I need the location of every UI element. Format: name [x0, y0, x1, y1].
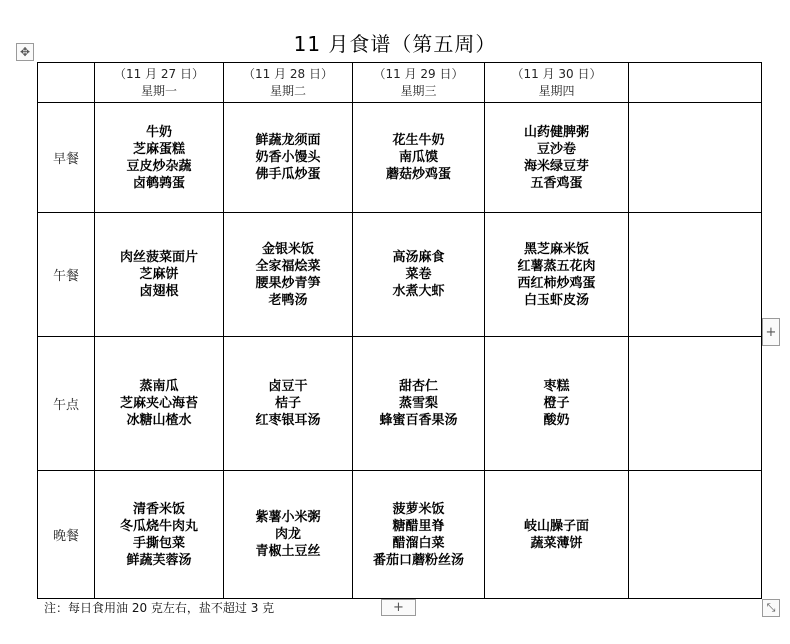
dish-item: 黑芝麻米饭 [523, 241, 589, 257]
add-column-button[interactable] [762, 318, 780, 346]
day-weekday: 星期二 [269, 83, 306, 98]
day-header-thursday [485, 63, 629, 103]
dish-item: 鲜蔬龙须面 [255, 133, 321, 148]
day-weekday: 星期三 [400, 83, 437, 98]
dish-item: 芝麻蛋糕 [132, 141, 185, 157]
dish-item: 红枣银耳汤 [255, 413, 321, 428]
menu-cell[interactable] [629, 471, 762, 599]
dish-item: 蜂蜜百香果汤 [379, 413, 458, 428]
menu-cell[interactable] [95, 337, 224, 471]
dish-item: 牛奶 [145, 124, 172, 140]
dish-item: 糖醋里脊 [392, 518, 445, 534]
meal-label: 午餐 [38, 213, 95, 337]
menu-cell[interactable] [353, 337, 485, 471]
dish-item: 番茄口蘑粉丝汤 [372, 552, 464, 568]
menu-cell[interactable] [95, 471, 224, 599]
dish-item: 桔子 [274, 396, 301, 411]
plus-icon: + [393, 600, 404, 615]
dish-item: 酸奶 [543, 413, 570, 428]
dish-item: 卤翅根 [139, 284, 179, 299]
day-header-empty [629, 63, 762, 103]
dish-item: 水煮大虾 [392, 284, 445, 299]
day-header-tuesday [224, 63, 353, 103]
dish-item: 菠萝米饭 [392, 501, 445, 517]
day-header-wednesday [353, 63, 485, 103]
day-weekday: 星期一 [140, 83, 177, 98]
dish-item: 全家福烩菜 [255, 258, 321, 274]
footnote: 注：每日食用油 20 克左右，盐不超过 3 克 [44, 601, 275, 615]
resize-icon: ⤡ [766, 601, 776, 614]
dish-item: 芝麻饼 [139, 267, 179, 282]
day-weekday: 星期四 [538, 83, 575, 98]
dish-item: 肉丝菠菜面片 [119, 250, 198, 265]
plus-icon: + [765, 324, 777, 340]
dish-item: 红薯蒸五花肉 [517, 258, 596, 274]
dish-item: 枣糕 [543, 379, 570, 394]
dish-item: 蘑菇炒鸡蛋 [385, 167, 451, 182]
dish-item: 腰果炒青笋 [255, 275, 321, 291]
table-resize-handle[interactable] [762, 599, 780, 617]
dish-item: 山药健脾粥 [523, 124, 589, 140]
dish-item: 卤鹌鹑蛋 [132, 175, 185, 191]
page-title: 11 月食谱（第五周） [293, 32, 497, 56]
dish-item: 豆沙卷 [536, 141, 576, 157]
meal-row-lunch [38, 213, 762, 337]
day-date: （11 月 30 日） [511, 66, 602, 81]
dish-item: 五香鸡蛋 [530, 175, 583, 191]
dish-item: 卤豆干 [268, 379, 308, 394]
menu-cell[interactable] [629, 337, 762, 471]
menu-cell[interactable] [485, 103, 629, 213]
dish-item: 肉龙 [274, 527, 301, 542]
dish-item: 蒸南瓜 [139, 379, 179, 394]
meal-row-afternoon-snack [38, 337, 762, 471]
menu-cell[interactable] [224, 337, 353, 471]
meal-row-dinner [38, 471, 762, 599]
menu-cell[interactable] [224, 471, 353, 599]
dish-item: 花生牛奶 [392, 133, 445, 148]
menu-cell[interactable] [224, 213, 353, 337]
dish-item: 冬瓜烧牛肉丸 [119, 518, 198, 534]
move-icon: ✥ [19, 45, 31, 59]
menu-cell[interactable] [485, 471, 629, 599]
dish-item: 冰糖山楂水 [126, 413, 192, 428]
dish-item: 海米绿豆芽 [523, 158, 589, 174]
header-row [38, 63, 762, 103]
dish-item: 南瓜馍 [398, 150, 438, 165]
meal-label: 晚餐 [38, 471, 95, 599]
menu-table [37, 62, 762, 599]
dish-item: 老鸭汤 [268, 292, 308, 308]
dish-item: 高汤麻食 [392, 250, 445, 265]
dish-item: 手撕包菜 [132, 535, 185, 551]
dish-item: 西红柿炒鸡蛋 [517, 275, 596, 291]
meal-label: 午点 [38, 337, 95, 471]
dish-item: 清香米饭 [132, 501, 185, 517]
dish-item: 金银米饭 [261, 241, 314, 257]
dish-item: 甜杏仁 [398, 379, 438, 394]
meal-row-breakfast [38, 103, 762, 213]
dish-item: 青椒土豆丝 [255, 544, 321, 559]
corner-cell [38, 63, 95, 103]
dish-item: 橙子 [543, 396, 570, 411]
dish-item: 白玉虾皮汤 [523, 292, 589, 308]
meal-label: 早餐 [38, 103, 95, 213]
menu-cell[interactable] [95, 103, 224, 213]
dish-item: 鲜蔬芙蓉汤 [126, 552, 192, 568]
menu-cell[interactable] [95, 213, 224, 337]
dish-item: 岐山臊子面 [523, 518, 589, 534]
day-date: （11 月 28 日） [243, 66, 333, 81]
menu-cell[interactable] [224, 103, 353, 213]
day-header-monday [95, 63, 224, 103]
menu-cell[interactable] [353, 103, 485, 213]
dish-item: 奶香小馒头 [255, 150, 321, 165]
dish-item: 蔬菜薄饼 [530, 535, 583, 551]
day-date: （11 月 29 日） [373, 66, 464, 81]
dish-item: 菜卷 [405, 267, 432, 282]
dish-item: 蒸雪梨 [398, 396, 438, 411]
dish-item: 佛手瓜炒蛋 [255, 167, 321, 182]
add-row-button[interactable] [381, 599, 416, 616]
dish-item: 紫薯小米粥 [255, 510, 321, 525]
menu-cell[interactable] [353, 471, 485, 599]
menu-cell[interactable] [485, 213, 629, 337]
menu-cell[interactable] [629, 103, 762, 213]
menu-cell[interactable] [629, 213, 762, 337]
dish-item: 芝麻夹心海苔 [119, 396, 198, 411]
menu-cell[interactable] [485, 337, 629, 471]
day-date: （11 月 27 日） [114, 66, 204, 81]
menu-cell[interactable] [353, 213, 485, 337]
dish-item: 豆皮炒杂蔬 [126, 158, 192, 174]
dish-item: 醋溜白菜 [392, 535, 445, 551]
